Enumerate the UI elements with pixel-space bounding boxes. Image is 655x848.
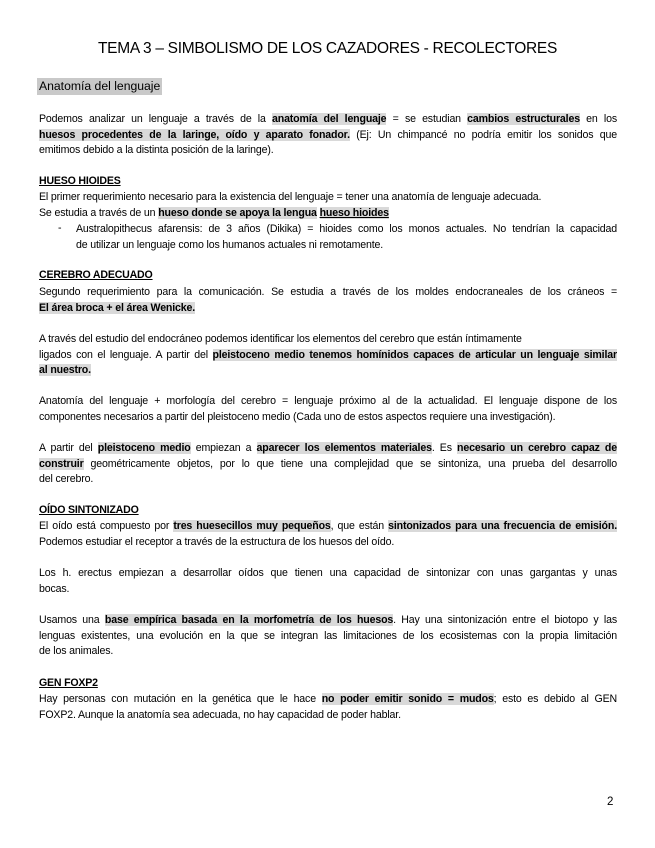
text-line: del cerebro. [39, 473, 94, 486]
highlight-text: huesos procedentes de la laringe, oído y aparato fonador. [39, 128, 350, 141]
section-heading-oido: OÍDO SINTONIZADO [39, 504, 139, 516]
text-line: emitimos debido a la distinta posición de la laringe). [39, 144, 274, 157]
text-line: bocas. [39, 582, 70, 595]
heading-text: Anatomía del lenguaje [39, 79, 161, 93]
highlight-text: aparecer los elementos materiales [256, 442, 432, 454]
oido-paragraph-3 [39, 613, 617, 660]
gen-paragraph [39, 692, 617, 723]
text-line [39, 348, 617, 364]
text-run: geométricamente objetos, por lo que tiene una complejidad que se sintoniza, una prueba del desarrollo [83, 457, 617, 470]
text-run: Se estudia a través de un [39, 206, 159, 219]
cerebro-paragraph-1 [39, 285, 617, 316]
oido-paragraph-1 [39, 519, 617, 550]
text-line: Australopithecus afarensis: de 3 años (Dikika) = hioides como los monos actuales. No tendrían la capacidad [76, 223, 617, 235]
highlight-text: pleistoceno medio [97, 442, 191, 454]
text-line [39, 519, 617, 535]
highlight-text: hueso donde se apoya la lengua [158, 206, 317, 219]
bullet-item [76, 222, 617, 253]
highlight-text: hueso hioides [319, 206, 389, 219]
intro-paragraph [39, 112, 617, 159]
text-line: Podemos estudiar el receptor a través de la estructura de los huesos del oído. [39, 535, 395, 548]
text-run: ligados con el lenguaje. A partir del [39, 348, 213, 361]
section-heading-gen: GEN FOXP2 [39, 677, 98, 689]
cerebro-paragraph-3 [39, 394, 617, 425]
section-heading-cerebro: CEREBRO ADECUADO [39, 269, 153, 281]
bullet-marker: - [58, 222, 62, 234]
text-line [39, 112, 617, 128]
highlight-text: cambios estructurales [467, 113, 580, 125]
text-line [39, 692, 617, 708]
text-line: de utilizar un lenguaje como los humanos actuales ni remotamente. [76, 238, 384, 251]
text-run: El oído está compuesto por [39, 520, 174, 532]
text-run: . Es [431, 442, 458, 454]
text-run: (Ej: Un chimpancé no podría emitir los sonidos que [349, 128, 617, 141]
text-run: Usamos una [39, 614, 105, 626]
highlight-text: anatomía del lenguaje [272, 113, 387, 125]
text-line: lenguas existentes, una evolución en la que se integran las limitaciones de los ecosistemas con la propia limitación [39, 629, 617, 642]
text-line: componentes necesarios a partir del pleistoceno medio (Cada uno de estos aspectos requiere una investigación). [39, 410, 556, 423]
page-number: 2 [607, 796, 614, 808]
text-run: . Hay una sintonización entre el biotopo y las [393, 614, 617, 626]
text-run: Hay personas con mutación en la genética que le hace [39, 693, 322, 705]
text-run: A partir del [39, 442, 98, 454]
highlight-text: construir [39, 457, 84, 470]
cerebro-paragraph-2 [39, 332, 617, 379]
text-run: en los [579, 113, 617, 125]
text-run: , que están [330, 520, 389, 532]
text-line: Anatomía del lenguaje + morfología del cerebro = lenguaje próximo al de la actualidad. El lenguaje dispone de los [39, 395, 617, 407]
highlight-text: base empírica basada en la morfometría de los huesos [104, 614, 394, 626]
text-run: ; esto es debido al GEN [493, 693, 617, 705]
text-run: = se estudian [386, 113, 468, 125]
highlight-text: no poder emitir sonido = mudos [321, 693, 494, 705]
oido-paragraph-2 [39, 566, 617, 597]
page-title: TEMA 3 – SIMBOLISMO DE LOS CAZADORES - RECOLECTORES [98, 40, 557, 57]
text-line: El primer requerimiento necesario para la existencia del lenguaje = tener una anatomía de lenguaje adecuada. [39, 191, 542, 203]
text-line [39, 613, 617, 629]
text-line [39, 363, 617, 379]
text-run: empiezan a [190, 442, 257, 454]
hioides-paragraph [39, 190, 617, 221]
text-line [39, 128, 617, 144]
text-run: Podemos analizar un lenguaje a través de la [39, 113, 272, 125]
text-line: FOXP2. Aunque la anatomía sea adecuada, no hay capacidad de poder hablar. [39, 708, 401, 721]
highlight-text: pleistoceno medio tenemos homínidos capaces de articular un lenguaje similar [212, 348, 617, 361]
text-line: de los animales. [39, 645, 114, 658]
text-line [39, 301, 617, 317]
section-heading-anatomia [37, 78, 162, 95]
highlight-text: necesario un cerebro capaz de [457, 442, 617, 454]
text-line: Los h. erectus empiezan a desarrollar oídos que tienen una capacidad de sintonizar con unas gargantas y unas [39, 567, 617, 579]
text-line [39, 441, 617, 457]
text-line [39, 457, 617, 473]
highlight-text: tres huesecillos muy pequeños [173, 520, 331, 532]
section-heading-hioides: HUESO HIOIDES [39, 175, 121, 187]
text-line: Segundo requerimiento para la comunicación. Se estudia a través de los moldes endocraneales de los cráneos = [39, 286, 617, 298]
text-line: A través del estudio del endocráneo podemos identificar los elementos del cerebro que están íntimamente [39, 333, 522, 345]
highlight-text: sintonizados para una frecuencia de emisión. [388, 520, 617, 532]
text-line [39, 206, 617, 222]
highlight-text: El área broca + el área Wenicke. [39, 301, 196, 314]
cerebro-paragraph-4 [39, 441, 617, 488]
highlight-text: al nuestro. [39, 364, 91, 377]
